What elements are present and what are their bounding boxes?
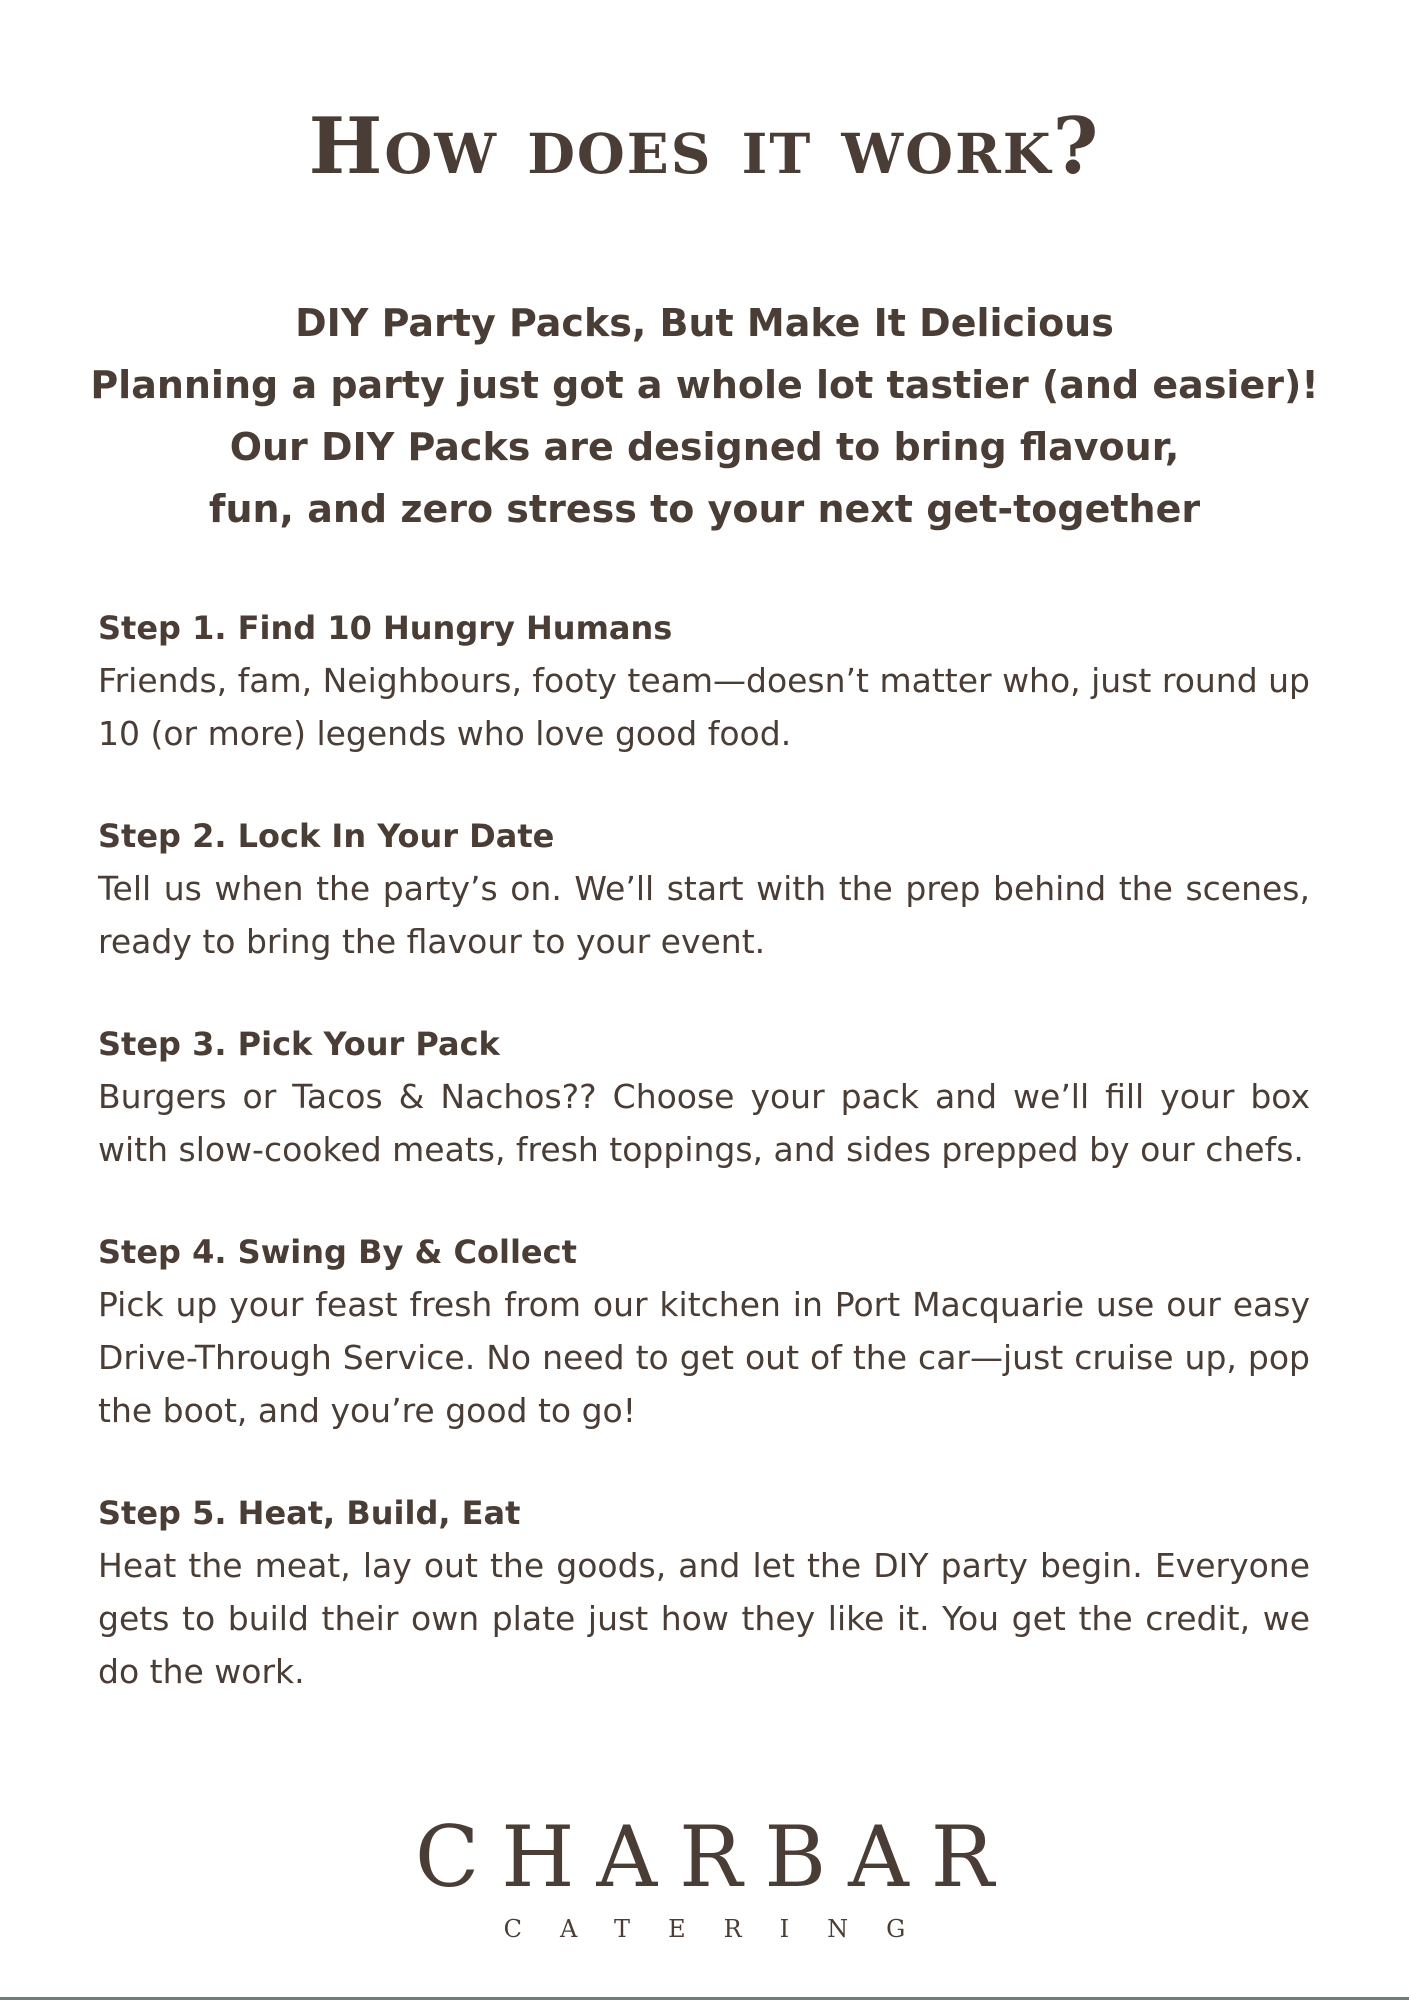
step-title: Step 5. Heat, Build, Eat (98, 1494, 521, 1532)
logo-wordmark: CHARBAR (414, 1808, 1017, 1906)
page-title: How does it work? (308, 101, 1101, 192)
step-spacer (98, 968, 1310, 1020)
logo-subtitle: CATERING (503, 1915, 944, 1943)
intro-line: Our DIY Packs are designed to bring flavour, (229, 425, 1180, 469)
step-title: Step 4. Swing By & Collect (98, 1233, 577, 1271)
step-2 (98, 812, 1310, 968)
step-title: Step 2. Lock In Your Date (98, 817, 555, 855)
step-body: Burgers or Tacos & Nachos?? Choose your pack and we’ll fill your box with slow-cooked meats, fresh toppings, and sides prepped by our chefs. (98, 1077, 1310, 1169)
intro-line: fun, and zero stress to your next get-together (208, 487, 1201, 531)
step-spacer (98, 760, 1310, 812)
step-title: Step 1. Find 10 Hungry Humans (98, 609, 673, 647)
charbar-logo (0, 1808, 1409, 1943)
steps-list (98, 604, 1310, 1698)
intro-block (0, 292, 1409, 540)
step-body: Heat the meat, lay out the goods, and let the DIY party begin. Everyone gets to build their own plate just how they like it. You get the credit, we do the work. (98, 1546, 1310, 1691)
intro-line: Planning a party just got a whole lot tastier (and easier)! (90, 363, 1319, 407)
step-4 (98, 1228, 1310, 1437)
step-3 (98, 1020, 1310, 1176)
step-spacer (98, 1437, 1310, 1489)
intro-headline: DIY Party Packs, But Make It Delicious (295, 301, 1114, 345)
step-1 (98, 604, 1310, 760)
step-title: Step 3. Pick Your Pack (98, 1025, 500, 1063)
step-5 (98, 1489, 1310, 1698)
step-body: Pick up your feast fresh from our kitchen in Port Macquarie use our easy Drive-Through Service. No need to get out of the car—just cruise up, pop the boot, and you’re good to go! (98, 1285, 1310, 1430)
step-body: Tell us when the party’s on. We’ll start with the prep behind the scenes, ready to bring the flavour to your event. (98, 869, 1310, 961)
step-body: Friends, fam, Neighbours, footy team—doesn’t matter who, just round up 10 (or more) legends who love good food. (98, 661, 1311, 753)
step-spacer (98, 1176, 1310, 1228)
